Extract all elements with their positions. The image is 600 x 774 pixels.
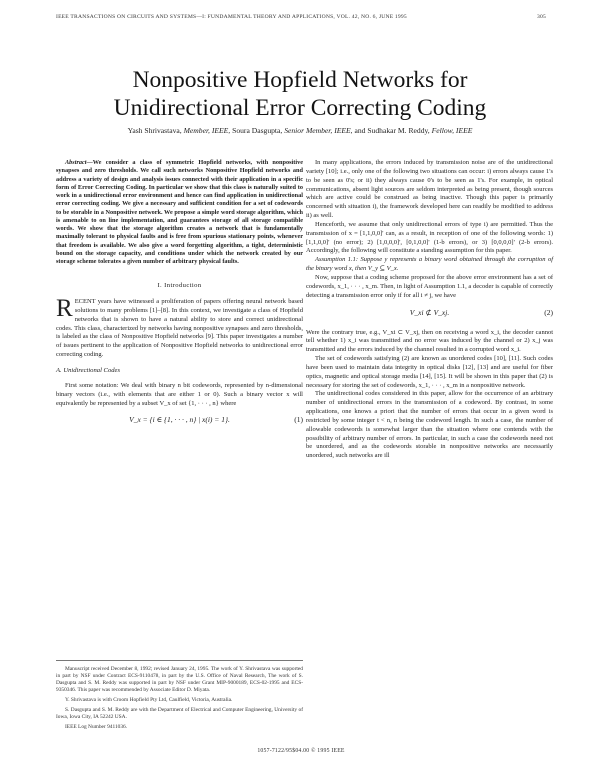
- footnote-manuscript: Manuscript received December 8, 1992; revised January 24, 1995. The work of Y. Shrivastava was supported in part by NSF under Contract ECS-9110478, in part by the U.S. Office of Naval Research, The work of S. Dasgupta and S. M. Reddy was supported in part by NSF under Grant MIP-9000189, ECS-02-1995 and ECS-9350346. This paper was recommended by Associate Editor D. Miyata.: [56, 666, 303, 693]
- drop-cap: R: [56, 295, 73, 323]
- author-1-role: Member, IEEE,: [183, 126, 231, 135]
- equation-1-number: (1): [294, 415, 303, 425]
- author-connector: and: [354, 126, 366, 135]
- paper-title: [30, 66, 570, 122]
- footnote-authors-2-3: S. Dasgupta and S. M. Reddy are with the Department of Electrical and Computer Engineering, University of Iowa, Iowa City, IA 52242 USA.: [56, 707, 303, 720]
- notation-paragraph: First some notation: We deal with binary n bit codewords, represented by n-dimensional binary vectors (i.e., with elements that are either 1 or 0). Such a binary vector x will equivalently be represented by a subset V_x of set {1, · · · , n} where: [56, 381, 303, 407]
- right-paragraph-2: Henceforth, we assume that only unidirectional errors of type i) are permitted. Thus the transmission of x = [1,1,0,0]' can, as a result, in reception of one of the following words: 1) [1,1,0,0]' (no error); 2) [1,0,0,0]', [0,1,0,0]' (1-b errors), or 3) [0,0,0,0]' (2-b errors). Accordingly, the following will constitute a standing assumption for this paper.: [306, 220, 553, 255]
- right-paragraph-6: The unidirectional codes considered in this paper, allow for the occurrence of an arbitrary number of unidirectional errors in the transmission of a codeword. By contrast, in some applications, one knows a priori that the number of errors that occur in a given word is restricted by some integer t < n, n being the codeword length. In such a case, the number of allowable codewords is somewhat larger than the situation where one contends with the possibility of arbitrary number of errors. In particular, in such a case the codewords need not be unordered, and as the codewords storable in nonpositive networks are necessarily unordered, such networks are ill: [306, 390, 553, 460]
- abstract: [56, 159, 303, 266]
- footnote-log-number: IEEE Log Number 9411036.: [65, 724, 128, 730]
- author-3: Sudhakar M. Reddy,: [367, 126, 430, 135]
- equation-1: [56, 416, 303, 430]
- left-column: [56, 159, 303, 436]
- intro-paragraph: [56, 295, 303, 360]
- right-paragraph-4: Were the contrary true, e.g., V_xi ⊂ V_xj, then on receiving a word x_i, the decoder cannot tell whether 1) x_i was transmitted and no error was induced by the channel or 2) x_j was transmitted and the errors induced by the channel resulted in a corrupted word x_i.: [306, 328, 553, 354]
- section-heading-introduction: I. Introduction: [157, 282, 202, 290]
- assumption-1-1: [306, 256, 553, 274]
- right-paragraph-3: Now, suppose that a coding scheme proposed for the above error environment has a set of codewords, x_1, · · · , x_m. Then, in light of Assumption 1.1, a decoder is capable of correctly detecting a transmission error only if for all i ≠ j, we have: [306, 273, 553, 299]
- intro-text: ECENT years have witnessed a proliferation of papers offering neural network based solutions to many problems [1]–[8]. In this context, we investigate a class of Hopfield networks that is shown to have a natural ability to store and correct unidirectional codes. This class, characterized by networks having nonpositive synapses and zero thresholds, is labeled as the class of Nonpositive Hopfield networks [9]. This paper investigates a number of issues pertinent to the application of Nonpositive Hopfield networks to unidirectional error correcting coding.: [56, 298, 303, 359]
- running-header: [56, 14, 546, 20]
- right-paragraph-1: In many applications, the errors induced by transmission noise are of the unidirectional variety [10]; i.e., only one of the following two situations can occur: i) errors always cause 1's to be seen as 0's; or ii) they always cause 0's to be seen as 1's. For example, in optical communications, absent light sources are seldom interpreted as being present, though sources which are active could be construed as being inactive. Though this paper is primarily concerned with situation i), the framework developed here can readily be modified to address ii) as well.: [306, 159, 553, 220]
- right-column: [306, 159, 553, 461]
- footnotes: [56, 660, 303, 731]
- equation-2-body: V_xi ⊄ V_xj.: [409, 307, 450, 317]
- assumption-label: Assumption 1.1:: [315, 256, 359, 264]
- footnote-author-1: Y. Shrivastava is with Croom Hopfield Pty Ltd, Caulfield, Victoria, Australia.: [65, 697, 233, 703]
- equation-1-body: V_x = {i ∈ {1, · · · , n} | x(i) = 1}.: [129, 415, 230, 425]
- equation-2-number: (2): [544, 307, 553, 317]
- abstract-label: Abstract—: [65, 159, 93, 166]
- author-3-role: Fellow, IEEE: [431, 126, 473, 135]
- page-number: 305: [537, 14, 546, 20]
- title-line-1: Nonpositive Hopfield Networks for: [132, 67, 468, 93]
- right-paragraph-5: The set of codewords satisfying (2) are known as unordered codes [10], [11]. Such codes have been used to maintain data integrity in optical disks [12], [13] and are useful for fiber optics, magnetic and optical storage media [14], [15]. It will be shown in this paper that (2) is necessary for storing the set of codewords, x_1, · · · , x_m in a nonpositive network.: [306, 355, 553, 389]
- assumption-text: Suppose y represents a binary word obtained through the corruption of the binary word x, then V_y ⊆ V_x.: [306, 256, 554, 273]
- author-2-role: Senior Member, IEEE,: [284, 126, 353, 135]
- journal-header: IEEE TRANSACTIONS ON CIRCUITS AND SYSTEMS—I: FUNDAMENTAL THEORY AND APPLICATIONS, VOL. 42, NO. 6, JUNE 1995: [56, 14, 407, 20]
- abstract-text: We consider a class of symmetric Hopfield networks, with nonpositive synapses and zero thresholds. We call such networks Nonpositive Hopfield networks and address a variety of design and analysis issues connected with their application in a specific form of Error Correcting Coding. In particular we show that this class is naturally suited to work in a unidirectional error environment and hence can find application in unidirectional error correcting coding. We give a necessary and sufficient condition for a set of codewords to be storable in a Nonpositive network. We propose a simple word storage algorithm, which is amenable to on line implementation, and guarantees storage of all storage compatible words. We show that the storage algorithm creates a network that is fundamentally maximally tolerant to physical faults and is free from spurious stationary points, whenever that freedom is available. We also give a word forgetting algorithm, a tight, deterministic bound on the storage capacity, and conditions under which the network created by our storage scheme tolerates a given number of arbitrary physical faults.: [56, 159, 303, 265]
- author-1: Yash Shrivastava,: [127, 126, 182, 135]
- subsection-heading-unidirectional-codes: A. Unidirectional Codes: [56, 367, 121, 374]
- author-2: Soura Dasgupta,: [232, 126, 283, 135]
- author-line: [40, 126, 560, 135]
- copyright-identifier: 1057-7122/95$04.00 © 1995 IEEE: [257, 748, 345, 754]
- title-line-2: Unidirectional Error Correcting Coding: [113, 95, 487, 121]
- equation-2: [306, 309, 553, 323]
